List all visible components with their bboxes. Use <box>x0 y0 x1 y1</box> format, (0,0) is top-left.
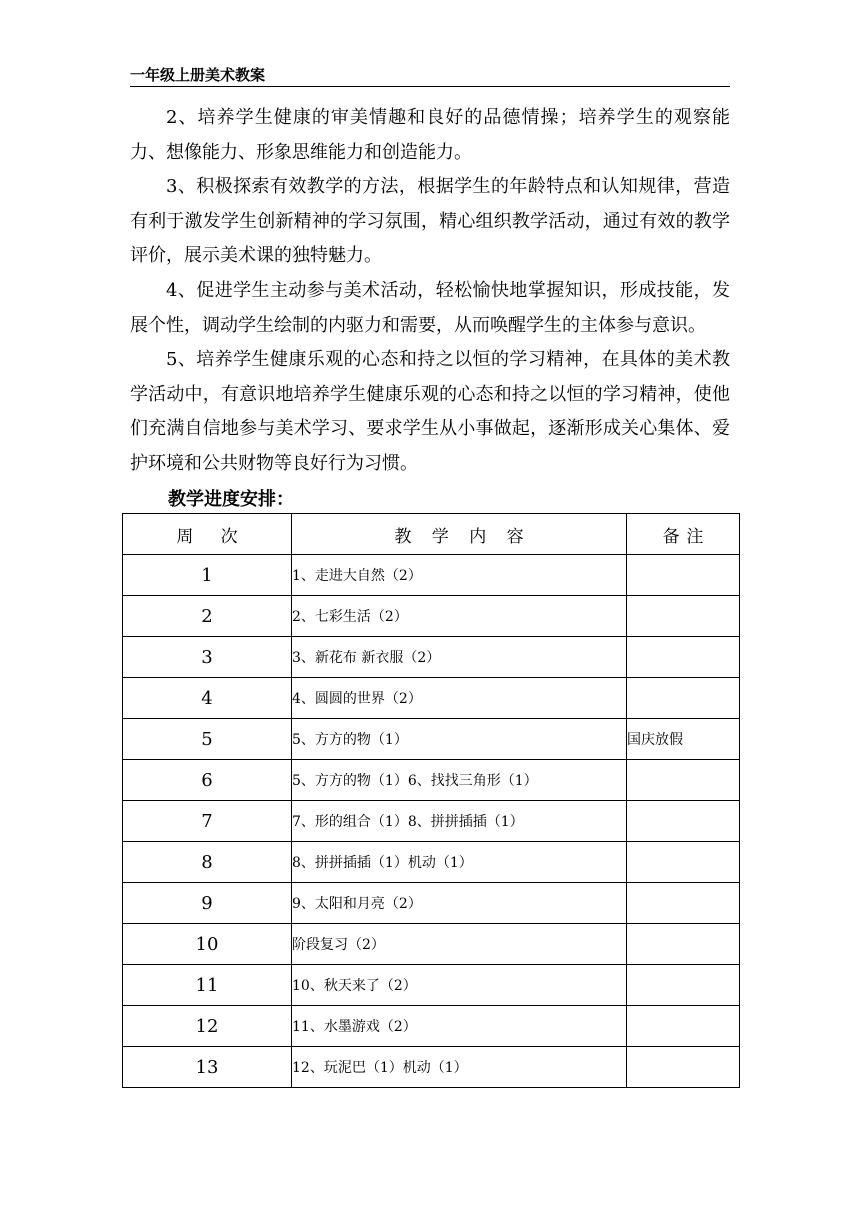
page-header <box>130 64 730 87</box>
column-header-note: 备注 <box>627 514 740 555</box>
content-cell: 11、水墨游戏（2） <box>292 1006 627 1047</box>
week-cell: 3 <box>123 637 292 678</box>
note-cell <box>627 555 740 596</box>
week-cell: 5 <box>123 719 292 760</box>
week-cell: 6 <box>123 760 292 801</box>
note-cell <box>627 1047 740 1088</box>
table-row <box>123 924 740 965</box>
schedule-table <box>122 513 740 1088</box>
table-row <box>123 1006 740 1047</box>
week-cell: 13 <box>123 1047 292 1088</box>
table-row <box>123 719 740 760</box>
table-row <box>123 801 740 842</box>
objectives-text <box>130 101 730 482</box>
table-row <box>123 596 740 637</box>
content-cell: 4、圆圆的世界（2） <box>292 678 627 719</box>
schedule-rows <box>123 555 740 1088</box>
schedule-heading: 教学进度安排： <box>168 489 294 510</box>
content-cell: 1、走进大自然（2） <box>292 555 627 596</box>
table-row <box>123 678 740 719</box>
note-cell: 国庆放假 <box>627 719 740 760</box>
week-cell: 9 <box>123 883 292 924</box>
week-cell: 1 <box>123 555 292 596</box>
content-cell: 10、秋天来了（2） <box>292 965 627 1006</box>
table-row <box>123 1047 740 1088</box>
week-cell: 4 <box>123 678 292 719</box>
week-cell: 10 <box>123 924 292 965</box>
content-cell: 5、方方的物（1） <box>292 719 627 760</box>
week-cell: 2 <box>123 596 292 637</box>
note-cell <box>627 965 740 1006</box>
objective-paragraph-4: 4、促进学生主动参与美术活动，轻松愉快地掌握知识，形成技能，发展个性，调动学生绘制的内驱力和需要，从而唤醒学生的主体参与意识。 <box>130 279 730 336</box>
content-cell: 9、太阳和月亮（2） <box>292 883 627 924</box>
content-cell: 2、七彩生活（2） <box>292 596 627 637</box>
objective-paragraph-2: 2、培养学生健康的审美情趣和良好的品德情操；培养学生的观察能力、想像能力、形象思维能力和创造能力。 <box>130 107 730 163</box>
note-cell <box>627 801 740 842</box>
table-header-row <box>123 514 740 555</box>
note-cell <box>627 924 740 965</box>
table-row <box>123 637 740 678</box>
table-row <box>123 883 740 924</box>
table-row <box>123 965 740 1006</box>
table-row <box>123 842 740 883</box>
column-header-week: 周次 <box>123 514 292 555</box>
week-cell: 11 <box>123 965 292 1006</box>
column-header-content: 教学内容 <box>292 514 627 555</box>
note-cell <box>627 883 740 924</box>
note-cell <box>627 1006 740 1047</box>
content-cell: 8、拼拼插插（1）机动（1） <box>292 842 627 883</box>
table-row <box>123 555 740 596</box>
week-cell: 8 <box>123 842 292 883</box>
objective-paragraph-5: 5、培养学生健康乐观的心态和持之以恒的学习精神，在具体的美术教学活动中，有意识地培养学生健康乐观的心态和持之以恒的学习精神，使他们充满自信地参与美术学习、要求学生从小事做起，逐渐形成关心集体、爱护环境和公共财物等良好行为习惯。 <box>130 349 730 474</box>
note-cell <box>627 760 740 801</box>
objective-paragraph-3: 3、积极探索有效教学的方法，根据学生的年龄特点和认知规律，营造有利于激发学生创新精神的学习氛围，精心组织教学活动，通过有效的教学评价，展示美术课的独特魅力。 <box>130 176 730 267</box>
document-title: 一年级上册美术教案 <box>130 66 266 84</box>
week-cell: 7 <box>123 801 292 842</box>
note-cell <box>627 678 740 719</box>
table-row <box>123 760 740 801</box>
content-cell: 12、玩泥巴（1）机动（1） <box>292 1047 627 1088</box>
note-cell <box>627 842 740 883</box>
note-cell <box>627 637 740 678</box>
content-cell: 7、形的组合（1）8、拼拼插插（1） <box>292 801 627 842</box>
week-cell: 12 <box>123 1006 292 1047</box>
content-cell: 阶段复习（2） <box>292 924 627 965</box>
content-cell: 5、方方的物（1）6、找找三角形（1） <box>292 760 627 801</box>
content-cell: 3、新花布 新衣服（2） <box>292 637 627 678</box>
note-cell <box>627 596 740 637</box>
